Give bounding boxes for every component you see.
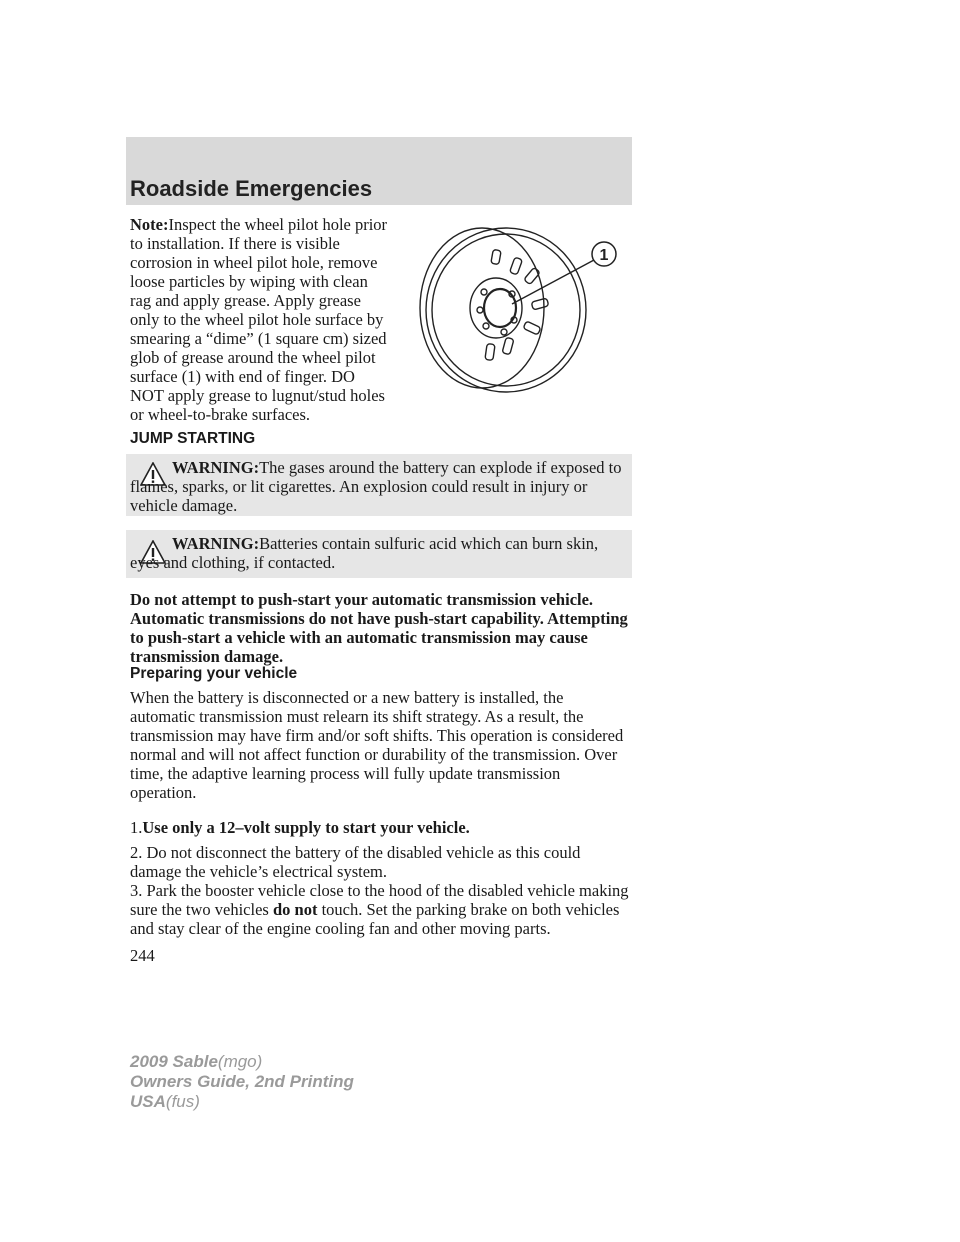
- step-3-emphasis: do not: [272, 900, 318, 919]
- warning-body: Batteries contain sulfuric acid which can burn skin, eyes and clothing, if contacted.: [130, 534, 599, 572]
- footer: [130, 1052, 354, 1112]
- push-start-caution: Do not attempt to push-start your automatic transmission vehicle. Automatic transmissions do not have push-start capability. Attempting to push-start a vehicle with an automatic transmission may cause transmission damage.: [130, 590, 628, 666]
- step-2: 2. Do not disconnect the battery of the disabled vehicle as this could damage the vehicle’s electrical system.: [130, 843, 581, 881]
- footer-line-1: [130, 1052, 354, 1072]
- subheading-preparing: Preparing your vehicle: [130, 665, 298, 682]
- footer-line-3: [130, 1092, 354, 1112]
- wheel-figure: [408, 220, 630, 398]
- warning-label: WARNING:: [172, 458, 260, 477]
- warning-box: [126, 454, 632, 516]
- footer-market-code: (fus): [165, 1092, 200, 1111]
- warning-label: WARNING:: [172, 534, 260, 553]
- step-1-number: 1.: [130, 818, 143, 837]
- step-3: [130, 881, 630, 938]
- step-3-text: 3. Park the booster vehicle close to the hood of the disabled vehicle making sure the two vehicles: [130, 881, 629, 919]
- warning-box: [126, 530, 632, 578]
- wheel-rim-front: [426, 228, 586, 392]
- page-number: 244: [130, 946, 155, 965]
- note-label: Note:: [130, 215, 169, 234]
- footer-model-code: (mgo): [217, 1052, 263, 1071]
- callout-number: 1: [599, 247, 609, 264]
- step-1: [130, 818, 630, 837]
- page-title: Roadside Emergencies: [130, 176, 373, 201]
- warning-text: [130, 534, 622, 572]
- note-text: Inspect the wheel pilot hole prior to installation. If there is visible corrosion in wheel pilot hole, remove loose particles by wiping with clean rag and apply grease. Apply grease only to the wheel pilot hole surface by smearing a “dime” (1 square cm) sized glob of grease around the wheel pilot surface (1) with end of finger. DO NOT apply grease to lugnut/stud holes or wheel-to-brake surfaces.: [130, 215, 388, 424]
- preparing-intro: When the battery is disconnected or a new battery is installed, the automatic transmission must relearn its shift strategy. As a result, the transmission may have firm and/or soft shifts. This operation is considered normal and will not affect function or durability of the transmission. Over time, the adaptive learning process will fully update transmission operation.: [130, 688, 624, 802]
- section-title-jump-starting: JUMP STARTING: [130, 430, 256, 447]
- footer-market: USA: [130, 1092, 166, 1111]
- warning-text: [130, 458, 622, 515]
- footer-line-2: [130, 1072, 354, 1092]
- warning-body: The gases around the battery can explode if exposed to flames, sparks, or lit cigarettes. An explosion could result in injury or vehicle damage.: [130, 458, 622, 515]
- step-3-text-end: touch. Set the parking brake on both vehicles and stay clear of the engine cooling fan and other moving parts.: [130, 900, 620, 938]
- step-1-text: Use only a 12–volt supply to start your vehicle.: [142, 818, 470, 837]
- note-paragraph: [130, 215, 392, 424]
- footer-edition: Owners Guide, 2nd Printing: [130, 1072, 354, 1091]
- footer-model: 2009 Sable: [130, 1052, 218, 1071]
